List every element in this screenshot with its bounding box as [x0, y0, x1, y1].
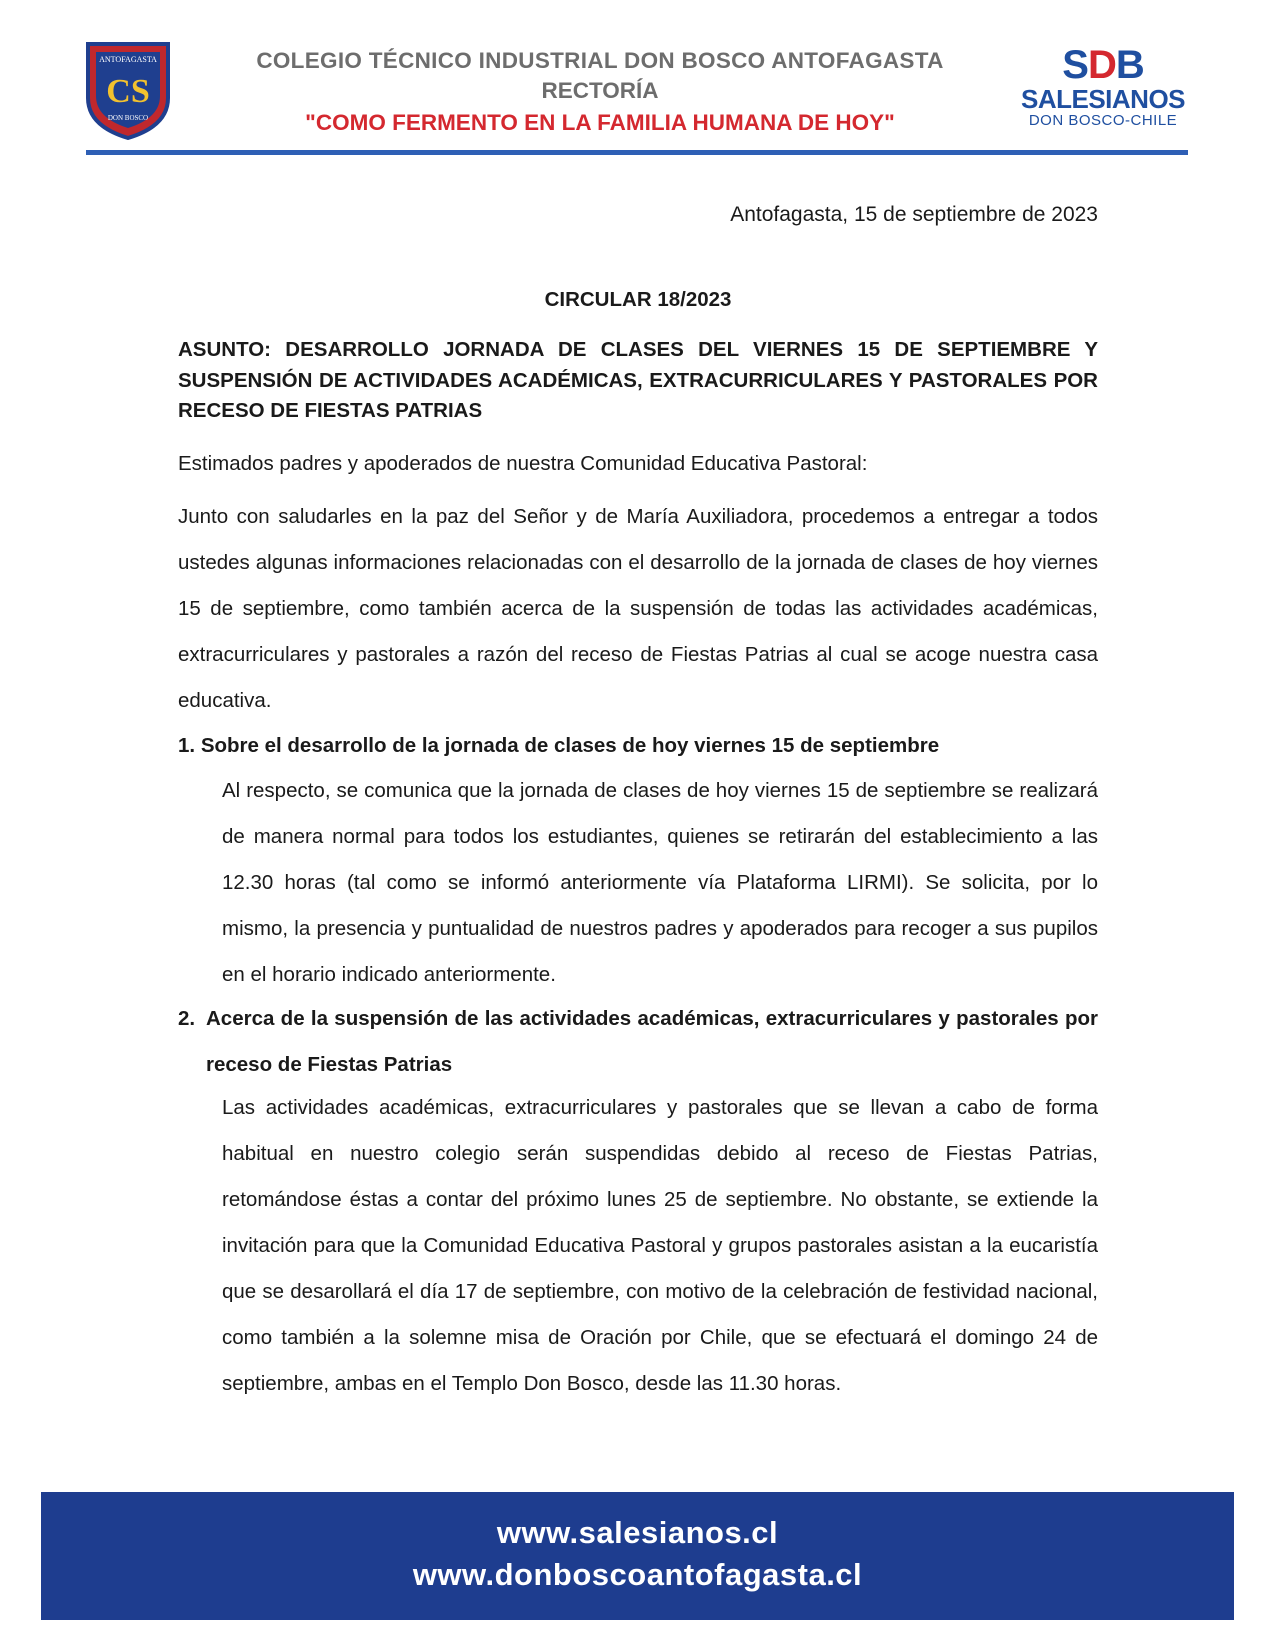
section-2-title: Acerca de la suspensión de las actividades académicas, extracurriculares y pastorales por receso de Fiestas Patrias [206, 1007, 1098, 1076]
sdb-mark-d: D [1087, 43, 1116, 87]
sdb-name: SALESIANOS [1020, 84, 1186, 114]
sdb-mark [1018, 44, 1188, 86]
school-motto: "COMO FERMENTO EN LA FAMILIA HUMANA DE HOY" [305, 110, 895, 135]
crest-bottom-text: DON BOSCO [107, 114, 149, 122]
section-1-heading [178, 723, 939, 769]
header-divider [86, 150, 1188, 155]
section-2-heading [178, 996, 1098, 1088]
salesianos-logo [1018, 44, 1188, 130]
section-2-body: Las actividades académicas, extracurriculares y pastorales que se llevan a cabo de forma habitual en nuestro colegio serán suspendidas debido al receso de Fiestas Patrias, retomándose éstas a contar del próximo lunes 25 de septiembre. No obstante, se extiende la invitación para que la Comunidad Educativa Pastoral y grupos pastorales asistan a la eucaristía que se desarollará el día 17 de septiembre, con motivo de la celebración de festividad nacional, como también a la solemne misa de Oración por Chile, que se efectuará el domingo 24 de septiembre, ambas en el Templo Don Bosco, desde las 11.30 horas. [222, 1096, 1098, 1395]
salutation: Estimados padres y apoderados de nuestra Comunidad Educativa Pastoral: [178, 452, 868, 475]
crest-top-text: ANTOFAGASTA [99, 55, 157, 64]
section-1-number: 1. [178, 734, 196, 757]
section-1-body: Al respecto, se comunica que la jornada de clases de hoy viernes 15 de septiembre se realizará de manera normal para todos los estudiantes, quienes se retirarán del establecimiento a las 12.30 horas (tal como se informó anteriormente vía Plataforma LIRMI). Se solicita, por lo mismo, la presencia y puntualidad de nuestros padres y apoderados para recoger a sus pupilos en el horario indicado anteriormente. [222, 779, 1098, 986]
school-name: COLEGIO TÉCNICO INDUSTRIAL DON BOSCO ANTOFAGASTA [256, 48, 944, 73]
intro-paragraph: Junto con saludarles en la paz del Señor y de María Auxiliadora, procedemos a entregar a todos ustedes algunas informaciones relacionadas con el desarrollo de la jornada de clases de hoy viernes 15 de septiembre, como también acerca de la suspensión de todas las actividades académicas, extracurriculares y pastorales a razón del receso de Fiestas Patrias al cual se acoge nuestra casa educativa. [178, 505, 1098, 712]
header-titles [190, 46, 1010, 140]
sdb-mark-s: S [1062, 43, 1088, 87]
circular-title: CIRCULAR 18/2023 [544, 288, 732, 311]
office-name: RECTORÍA [541, 78, 659, 103]
school-crest-logo [84, 40, 172, 140]
document-date: Antofagasta, 15 de septiembre de 2023 [730, 203, 1098, 226]
section-2-number: 2. [178, 1007, 196, 1030]
footer-url-donbosco[interactable]: www.donboscoantofagasta.cl [412, 1557, 863, 1592]
section-1-title: Sobre el desarrollo de la jornada de clases de hoy viernes 15 de septiembre [200, 734, 940, 757]
sdb-mark-b: B [1115, 43, 1144, 87]
footer-url-salesianos[interactable]: www.salesianos.cl [496, 1515, 779, 1550]
footer-banner [41, 1492, 1234, 1620]
subject-line: ASUNTO: DESARROLLO JORNADA DE CLASES DEL VIERNES 15 DE SEPTIEMBRE Y SUSPENSIÓN DE ACTIVIDADES ACADÉMICAS, EXTRACURRICULARES Y PASTORALES POR RECESO DE FIESTAS PATRIAS [178, 338, 1098, 422]
crest-monogram: CS [106, 73, 150, 110]
sdb-subtitle: DON BOSCO-CHILE [1028, 112, 1178, 129]
